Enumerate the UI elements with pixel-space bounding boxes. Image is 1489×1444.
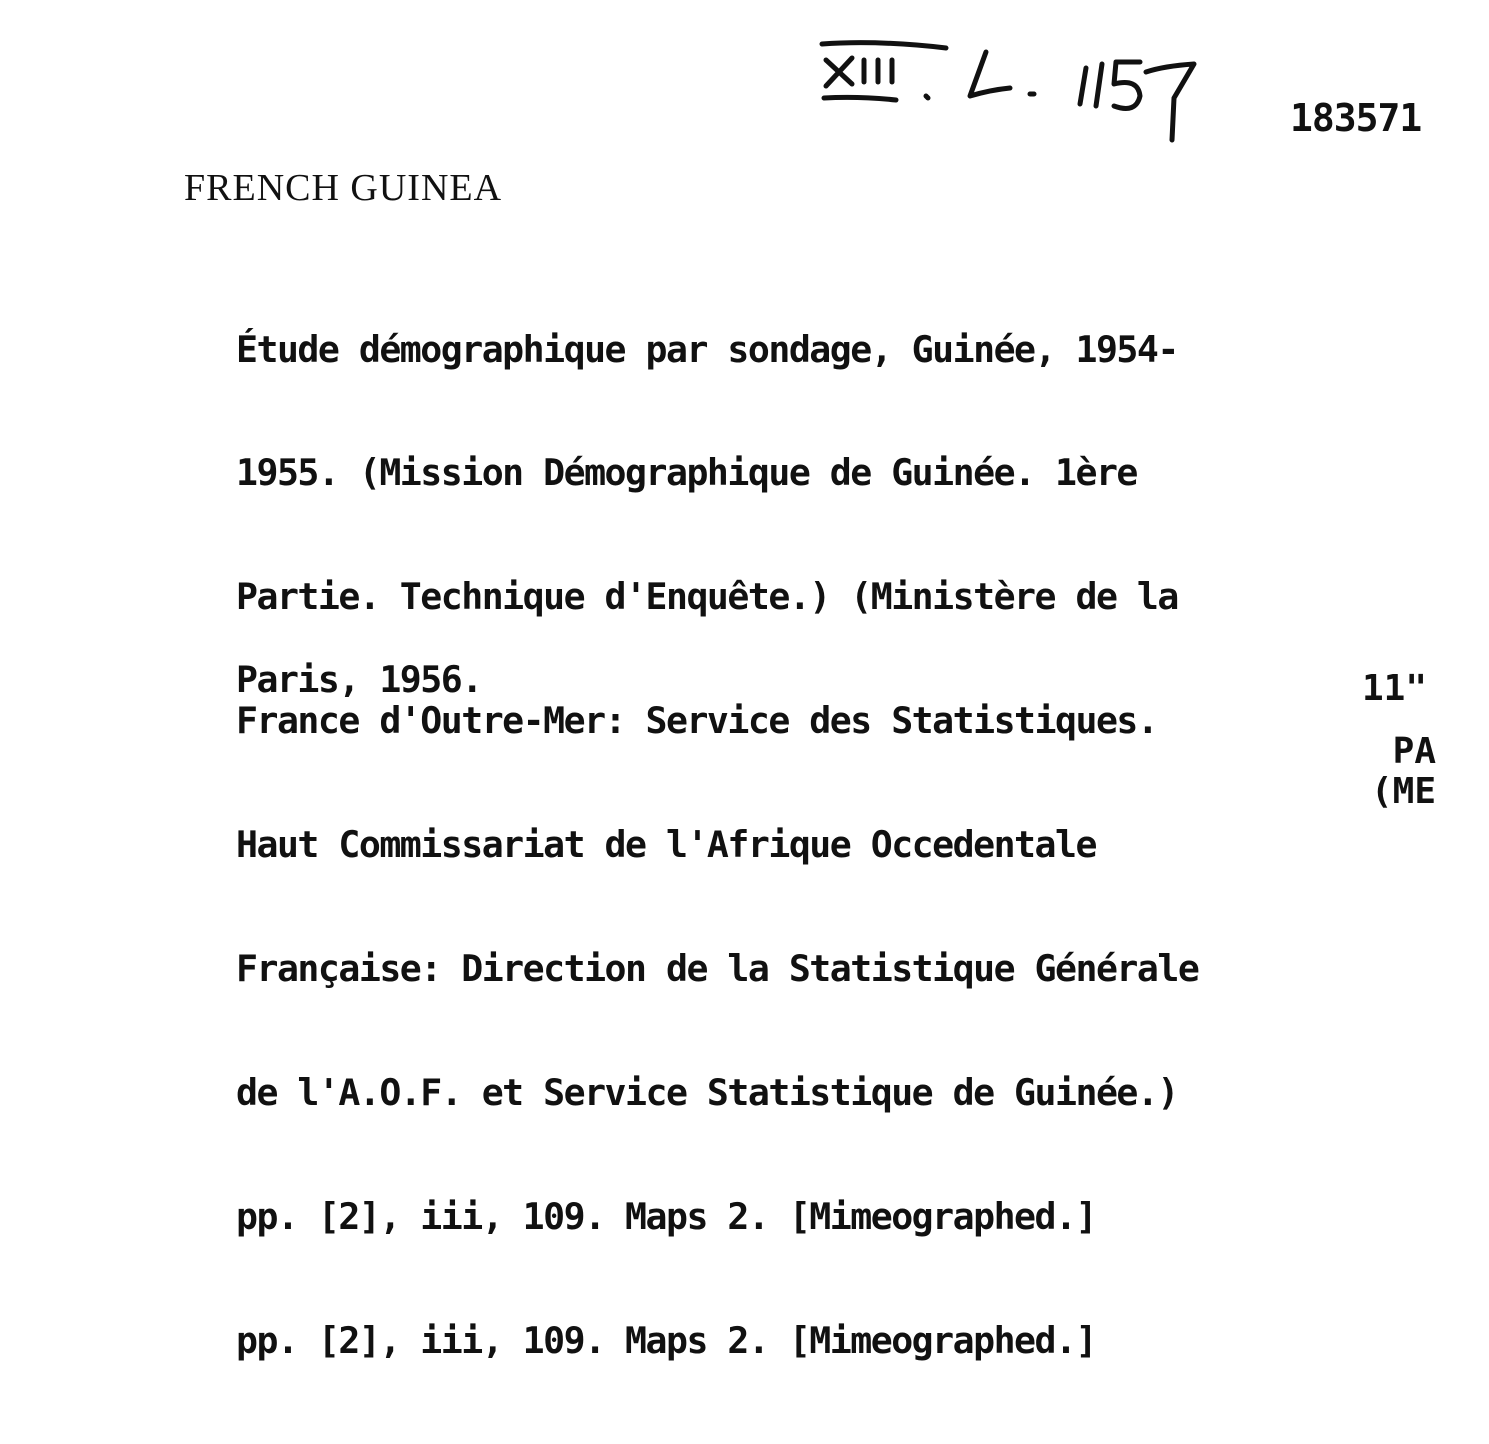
location-line: (ME (1370, 771, 1436, 812)
bibliographic-entry (236, 246, 1416, 1444)
entry-line: France d'Outre-Mer: Service des Statistiques. (236, 699, 1158, 743)
entry-line: pp. [2], iii, 109. Maps 2. [Mimeographed.] (236, 1318, 1096, 1362)
entry-line: de l'A.O.F. et Service Statistique de Guinée.) (236, 1070, 1178, 1114)
subject-heading: FRENCH GUINEA (184, 167, 503, 209)
handwritten-call-number (818, 40, 1218, 150)
entry-line: Haut Commissariat de l'Afrique Occedentale (236, 823, 1096, 867)
entry-line: Partie. Technique d'Enquête.) (Ministère de la (236, 575, 1178, 619)
entry-line: 1955. (Mission Démographique de Guinée. 1ère (236, 451, 1137, 495)
entry-line: Française: Direction de la Statistique Générale (236, 947, 1199, 991)
accession-number: 183571 (1290, 96, 1422, 140)
location-line: PA (1392, 732, 1436, 772)
entry-line: Étude démographique par sondage, Guinée, 1954- (236, 327, 1178, 371)
location-code (1366, 732, 1436, 812)
entry-line: pp. [2], iii, 109. Maps 2. [Mimeographed.] (236, 1194, 1096, 1238)
imprint: Paris, 1956. (236, 658, 482, 701)
size-note: 11" (1362, 668, 1428, 709)
